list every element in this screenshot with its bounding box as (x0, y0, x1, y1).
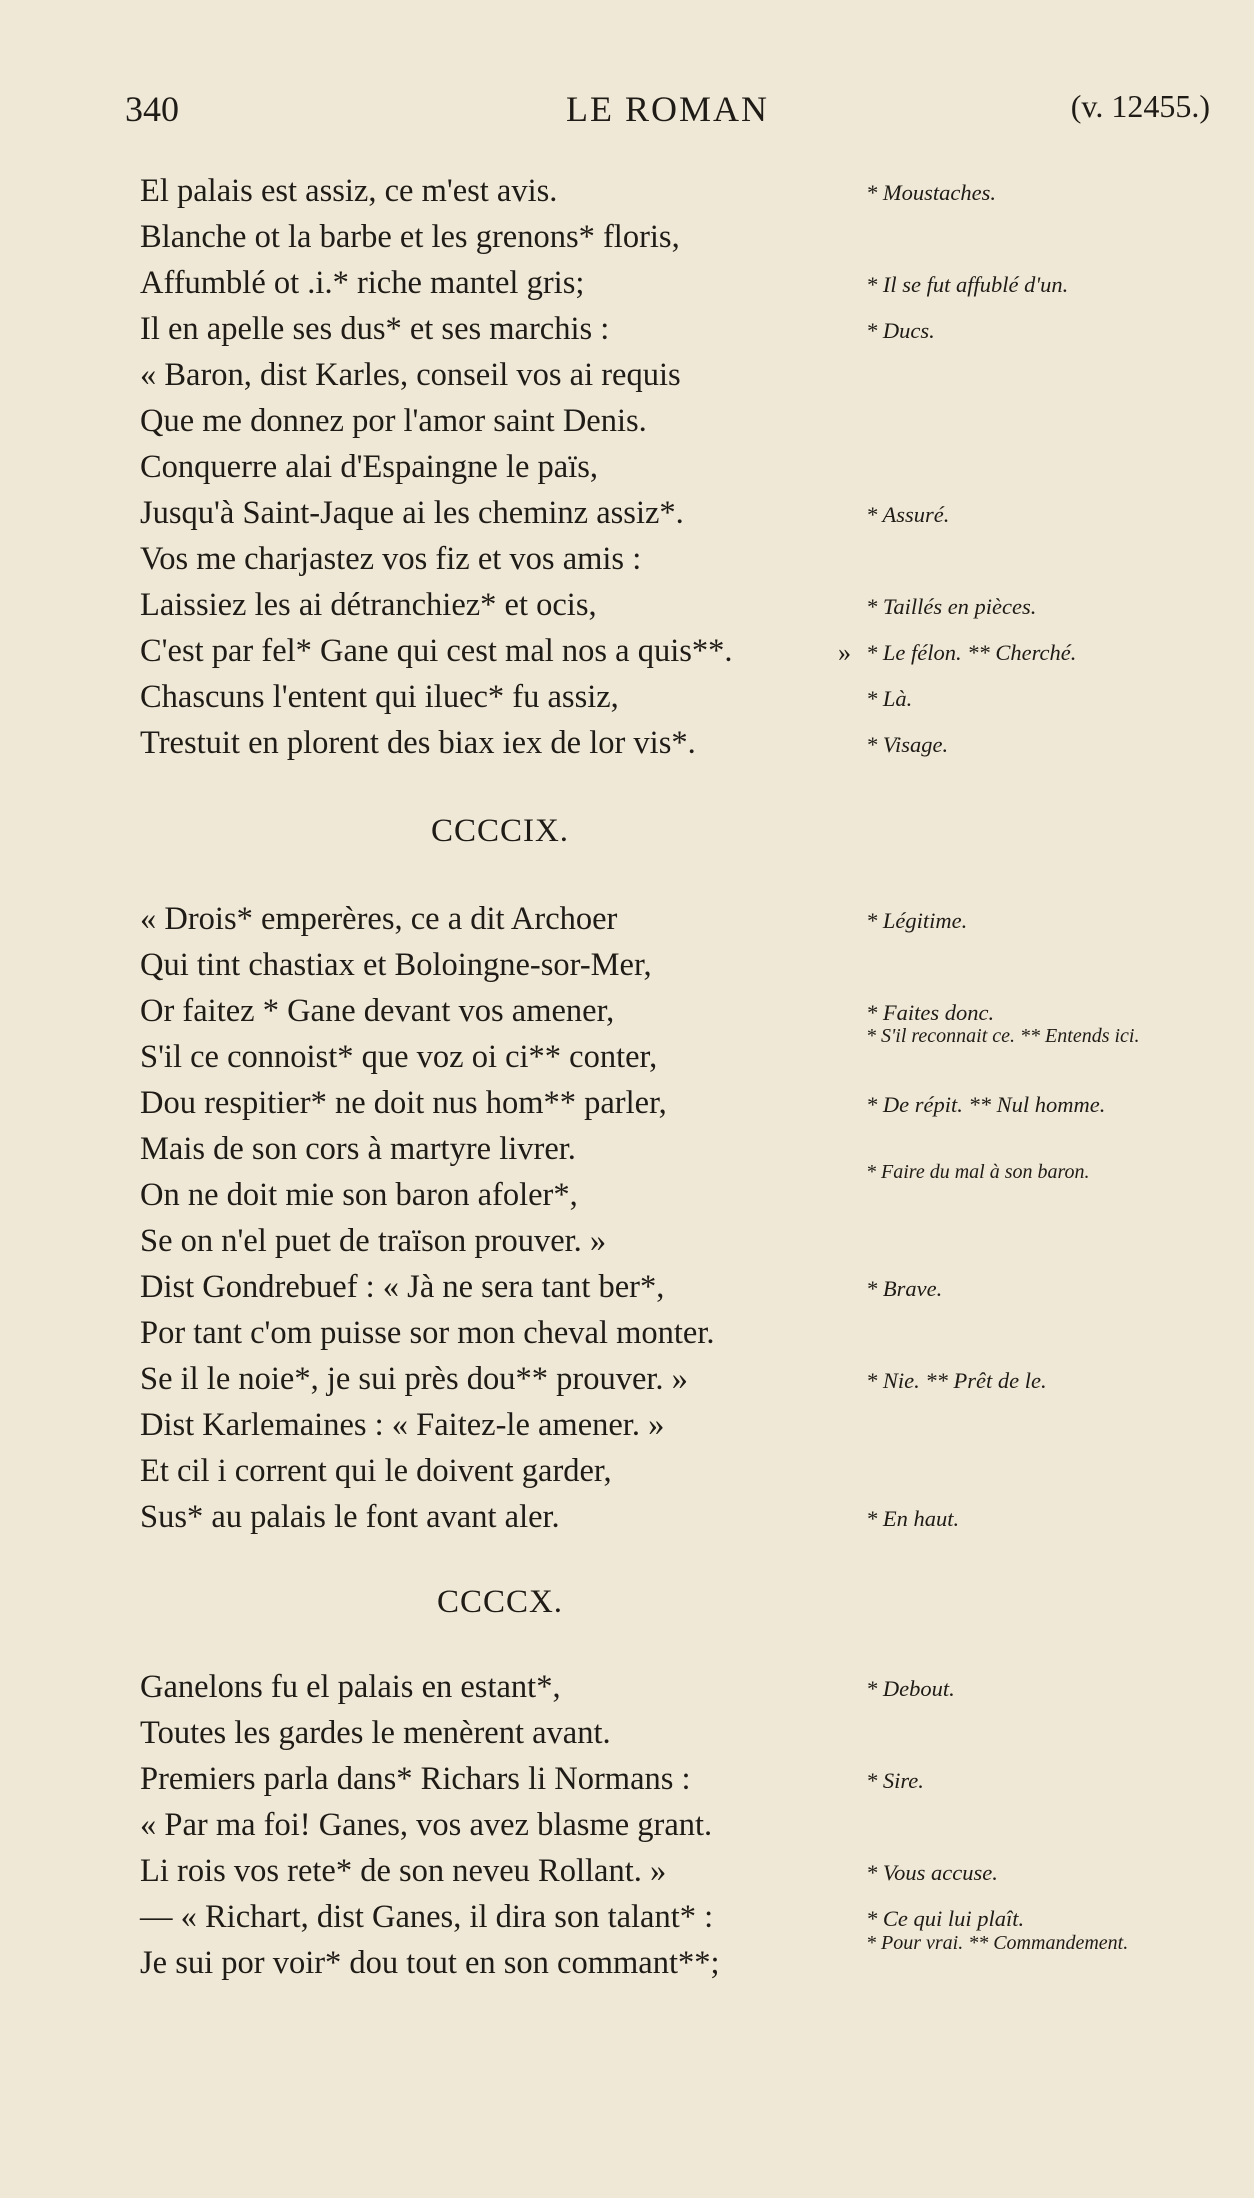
verse-line: Mais de son cors à martyre livrer. (140, 1131, 576, 1167)
section-heading: CCCCX. (436, 1584, 564, 1620)
verse-line: Se il le noie*, je sui près dou** prouver. » (140, 1361, 688, 1397)
verse-line: Ganelons fu el palais en estant*, (140, 1669, 561, 1705)
section-heading: CCCCIX. (430, 813, 570, 849)
verse-line: Il en apelle ses dus* et ses marchis : (140, 311, 610, 347)
verse-line: Dist Karlemaines : « Faitez-le amener. » (140, 1407, 665, 1443)
verse-line: « Drois* emperères, ce a dit Archoer (140, 901, 618, 937)
verse-line: Vos me charjastez vos fiz et vos amis : (140, 541, 642, 577)
marginal-note: * Vous accuse. (866, 1860, 998, 1885)
verse-line: El palais est assiz, ce m'est avis. (140, 173, 558, 209)
verse-line: Chascuns l'entent qui iluec* fu assiz, (140, 679, 619, 715)
marginal-note: * Sire. (866, 1768, 924, 1793)
marginal-note: * Debout. (866, 1676, 955, 1701)
verse-line: Jusqu'à Saint-Jaque ai les cheminz assiz*. (140, 495, 684, 531)
verse-line: Li rois vos rete* de son neveu Rollant. » (140, 1853, 667, 1889)
verse-reference: (v. 12455.) (1070, 88, 1210, 124)
verse-line: Qui tint chastiax et Boloingne-sor-Mer, (140, 947, 652, 983)
marginal-note: * Ducs. (866, 318, 935, 343)
marginal-note: * Il se fut affublé d'un. (866, 272, 1069, 297)
verse-line: Dou respitier* ne doit nus hom** parler, (140, 1085, 667, 1121)
running-header (125, 88, 1210, 138)
verse-line: Toutes les gardes le menèrent avant. (140, 1715, 611, 1751)
marginal-note: * En haut. (866, 1506, 960, 1531)
marginal-note: * Nie. ** Prêt de le. (866, 1368, 1047, 1393)
closing-quote: » (838, 638, 851, 667)
verse-line: Sus* au palais le font avant aler. (140, 1499, 560, 1535)
marginal-note: * Faire du mal à son baron. (866, 1161, 1090, 1183)
verse-line: On ne doit mie son baron afoler*, (140, 1177, 578, 1213)
marginal-note: * Moustaches. (866, 180, 996, 205)
running-title: LE ROMAN (566, 89, 769, 129)
marginal-note: * Taillés en pièces. (866, 594, 1037, 619)
verse-line: Premiers parla dans* Richars li Normans : (140, 1761, 691, 1797)
verse-line: Laissiez les ai détranchiez* et ocis, (140, 587, 597, 623)
verse-line: C'est par fel* Gane qui cest mal nos a quis**. (140, 633, 733, 669)
verse-line: Et cil i corrent qui le doivent garder, (140, 1453, 612, 1489)
marginal-note: * De répit. ** Nul homme. (866, 1092, 1106, 1117)
page-number: 340 (125, 89, 179, 129)
verse-line: Trestuit en plorent des biax iex de lor vis*. (140, 725, 696, 761)
verse-line: Que me donnez por l'amor saint Denis. (140, 403, 647, 439)
marginal-note: * Le félon. ** Cherché. (866, 640, 1077, 665)
marginal-note: * Visage. (866, 732, 949, 757)
verse-line: « Baron, dist Karles, conseil vos ai requis (140, 357, 681, 393)
verse-line: Blanche ot la barbe et les grenons* floris, (140, 219, 680, 255)
verse-line: Se on n'el puet de traïson prouver. » (140, 1223, 607, 1259)
marginal-note: * Légitime. (866, 908, 968, 933)
verse-line: S'il ce connoist* que voz oi ci** conter, (140, 1039, 658, 1075)
verse-line: Conquerre alai d'Espaingne le païs, (140, 449, 598, 485)
marginal-note: * Assuré. (866, 502, 950, 527)
verse-line: « Par ma foi! Ganes, vos avez blasme grant. (140, 1807, 713, 1843)
marginal-note: * Faites donc. (866, 1000, 995, 1025)
marginal-note: * Ce qui lui plaît. (866, 1906, 1025, 1931)
verse-line: — « Richart, dist Ganes, il dira son talant* : (140, 1899, 714, 1935)
verse-line: Je sui por voir* dou tout en son commant**; (140, 1945, 720, 1981)
marginal-note: * Là. (866, 686, 913, 711)
verse-line: Or faitez * Gane devant vos amener, (140, 993, 615, 1029)
marginal-note: * S'il reconnait ce. ** Entends ici. (866, 1025, 1140, 1047)
verse-line: Dist Gondrebuef : « Jà ne sera tant ber*, (140, 1269, 665, 1305)
verse-line: Affumblé ot .i.* riche mantel gris; (140, 265, 585, 301)
marginal-note: * Pour vrai. ** Commandement. (866, 1932, 1129, 1954)
verse-line: Por tant c'om puisse sor mon cheval monter. (140, 1315, 715, 1351)
marginal-note: * Brave. (866, 1276, 943, 1301)
